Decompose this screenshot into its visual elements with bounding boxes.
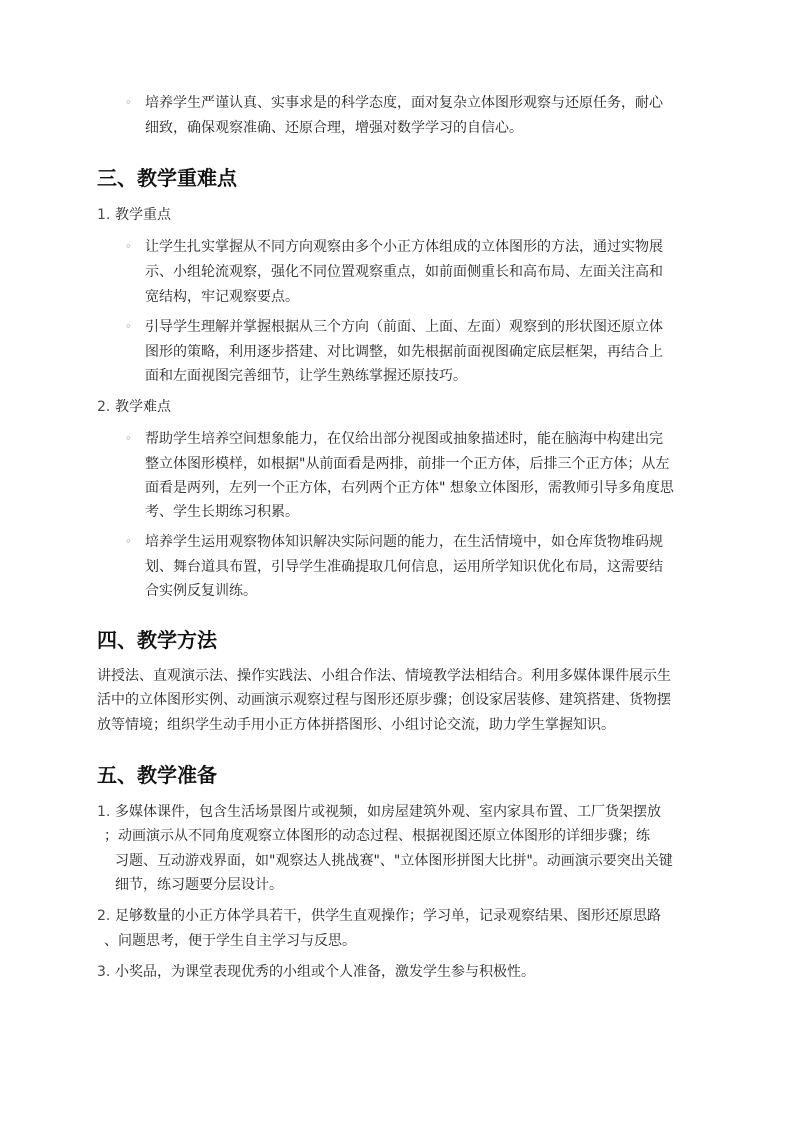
text-line: 示、小组轮流观察，强化不同位置观察重点，如前面侧重长和高布局、左面关注高和 xyxy=(145,264,663,280)
text-line: 合实例反复训练。 xyxy=(145,583,257,599)
text-line: 细致，确保观察准确、还原合理，增强对数学学习的自信心。 xyxy=(145,120,523,136)
section-heading-3: 三、教学重难点 xyxy=(97,166,237,190)
text-line: ；动画演示从不同角度观察立体图形的动态过程、根据视图还原立体图形的详细步骤；练 xyxy=(104,828,650,844)
text-line: 足够数量的小正方体学具若干，供学生直观操作；学习单，记录观察结果、图形还原思路 xyxy=(115,908,661,924)
text-line: 宽结构，牢记观察要点。 xyxy=(145,289,299,305)
text-line: 图形的策略，利用逐步搭建、对比调整，如先根据前面视图确定底层框架，再结合上 xyxy=(145,344,663,360)
text-line: 细节，练习题要分层设计。 xyxy=(115,877,283,893)
list-label: 教学难点 xyxy=(115,399,171,415)
text-line: 习题、互动游戏界面，如"观察达人挑战赛"、"立体图形拼图大比拼"。动画演示要突出关键 xyxy=(115,853,673,869)
section-heading-4: 四、教学方法 xyxy=(97,628,217,652)
text-line: 放等情境；组织学生动手用小正方体拼搭图形、小组讨论交流，助力学生掌握知识。 xyxy=(97,717,615,733)
bullet-marker: ◦ xyxy=(125,432,132,445)
text-line: 讲授法、直观演示法、操作实践法、小组合作法、情境教学法相结合。利用多媒体课件展示生 xyxy=(97,668,671,684)
text-line: 面看是两列，左列一个正方体，右列两个正方体" 想象立体图形，需教师引导多角度思 xyxy=(145,480,674,496)
text-line: 培养学生运用观察物体知识解决实际问题的能力，在生活情境中，如仓库货物堆码规 xyxy=(145,534,663,550)
list-number: 1. xyxy=(97,804,111,820)
bullet-marker: ◦ xyxy=(125,535,132,548)
section-heading-5: 五、教学准备 xyxy=(97,763,217,787)
text-line: 活中的立体图形实例、动画演示观察过程与图形还原步骤；创设家居装修、建筑搭建、货物摆 xyxy=(97,692,671,708)
text-line: 划、舞台道具布置，引导学生准确提取几何信息，运用所学知识优化布局，这需要结 xyxy=(145,559,663,575)
text-line: 引导学生理解并掌握根据从三个方向（前面、上面、左面）观察到的形状图还原立体 xyxy=(145,319,663,335)
text-line: 帮助学生培养空间想象能力，在仅给出部分视图或抽象描述时，能在脑海中构建出完 xyxy=(145,431,663,447)
text-line: 小奖品，为课堂表现优秀的小组或个人准备，激发学生参与积极性。 xyxy=(115,964,535,980)
bullet-marker: ◦ xyxy=(125,320,132,333)
list-label: 教学重点 xyxy=(115,207,171,223)
bullet-marker: ◦ xyxy=(125,96,132,109)
list-number: 3. xyxy=(97,964,111,980)
list-number: 1. xyxy=(97,207,111,223)
bullet-marker: ◦ xyxy=(125,240,132,253)
text-line: 、问题思考，便于学生自主学习与反思。 xyxy=(104,933,356,949)
text-line: 让学生扎实掌握从不同方向观察由多个小正方体组成的立体图形的方法，通过实物展 xyxy=(145,239,663,255)
text-line: 面和左面视图完善细节，让学生熟练掌握还原技巧。 xyxy=(145,368,467,384)
list-number: 2. xyxy=(97,908,111,924)
text-line: 培养学生严谨认真、实事求是的科学态度，面对复杂立体图形观察与还原任务，耐心 xyxy=(145,95,663,111)
text-line: 整立体图形模样，如根据"从前面看是两排，前排一个正方体，后排三个正方体；从左 xyxy=(145,456,670,472)
list-number: 2. xyxy=(97,399,111,415)
text-line: 考、学生长期练习积累。 xyxy=(145,504,299,520)
text-line: 多媒体课件，包含生活场景图片或视频，如房屋建筑外观、室内家具布置、工厂货架摆放 xyxy=(115,804,661,820)
